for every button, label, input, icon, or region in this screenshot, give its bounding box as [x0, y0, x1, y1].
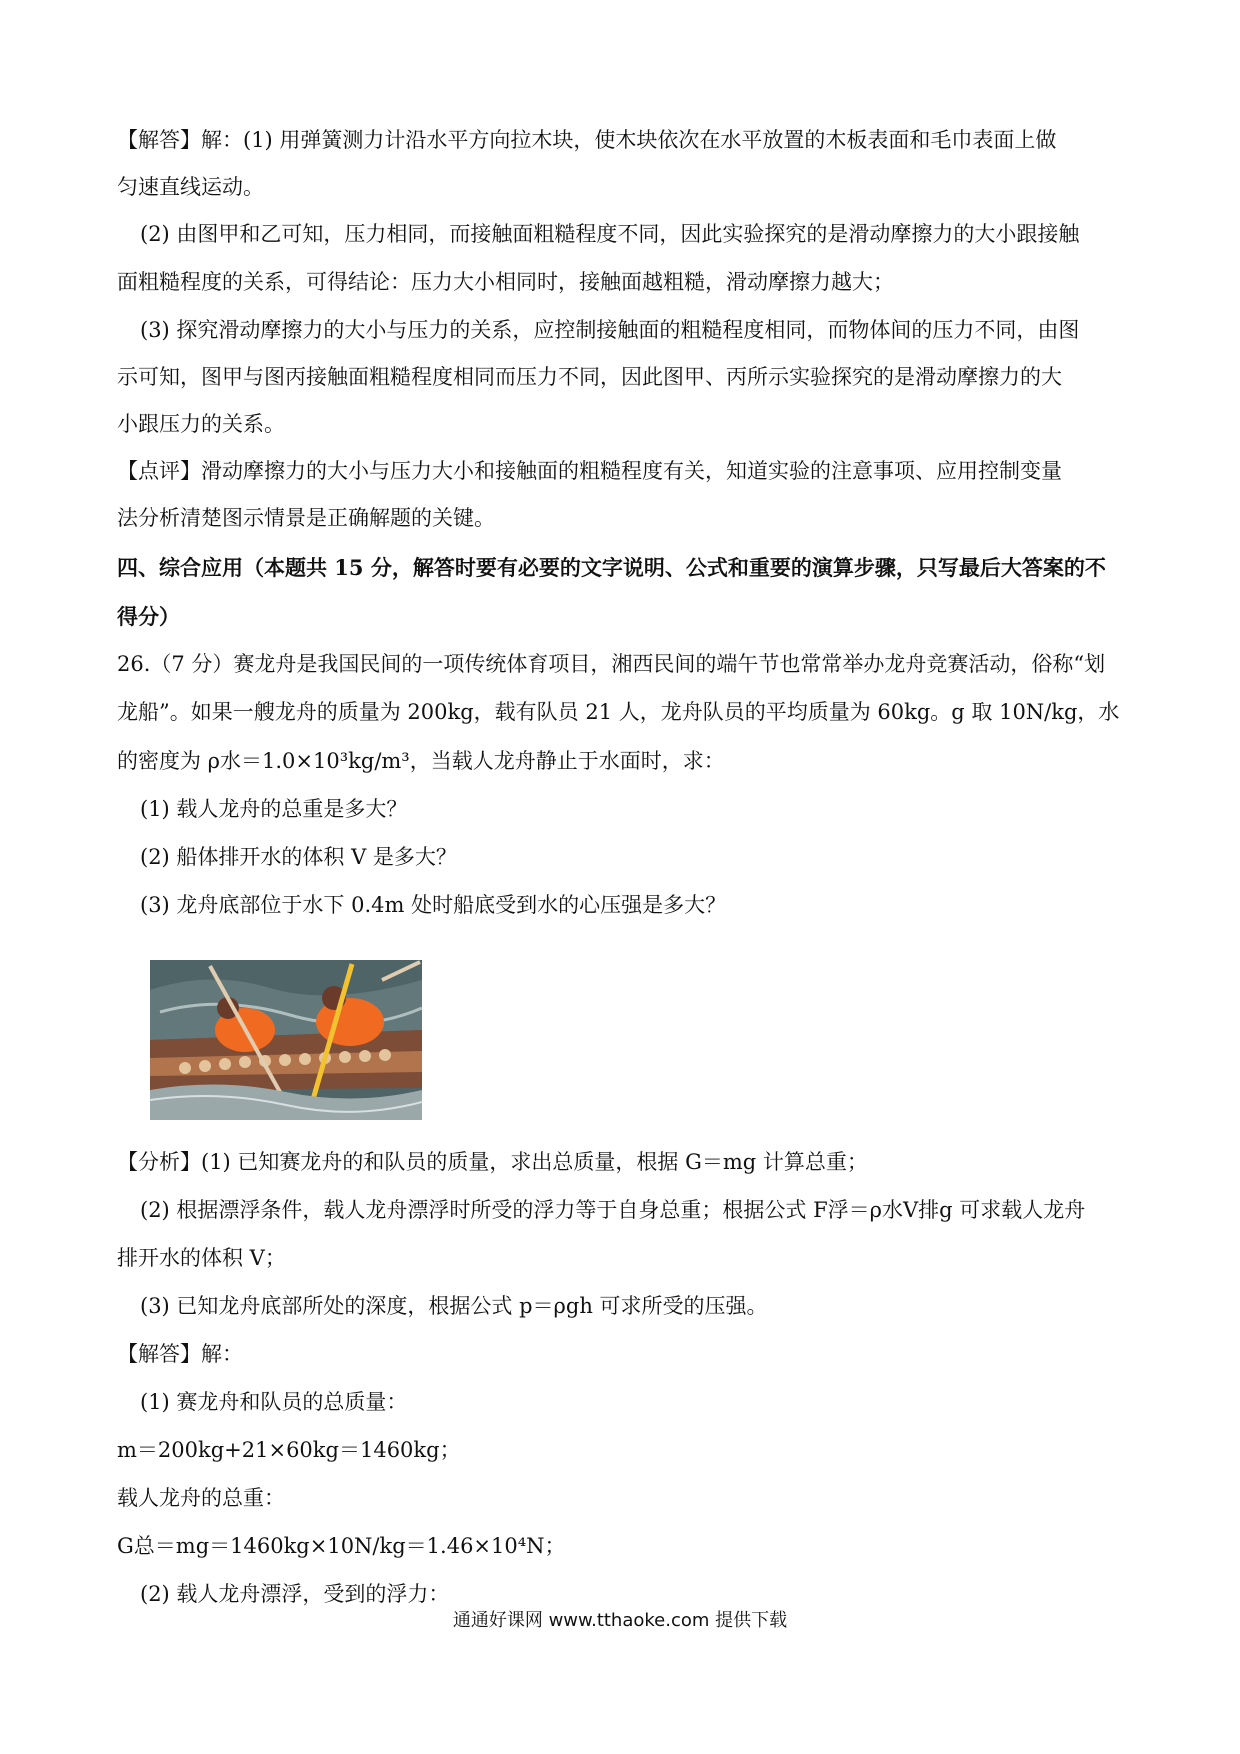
solution-line-1: 【解答】解：(1) 用弹簧测力计沿水平方向拉木块，使木块依次在水平放置的木板表面和毛巾表面上做	[117, 128, 1057, 152]
dragon-boat-photo	[150, 960, 422, 1120]
answer-part-2-title: (2) 载人龙舟漂浮，受到的浮力：	[140, 1582, 450, 1606]
question-26-part-3: (3) 龙舟底部位于水下 0.4m 处时船底受到水的心压强是多大？	[140, 893, 727, 917]
comment-line-1: 【点评】滑动摩擦力的大小与压力大小和接触面的粗糙程度有关，知道实验的注意事项、应用控制变量	[117, 459, 1062, 483]
question-26-line-3: 的密度为 ρ水＝1.0×10³kg/m³，当载人龙舟静止于水面时，求：	[117, 749, 725, 773]
analysis-line-1: 【分析】(1) 已知赛龙舟的和队员的质量，求出总质量，根据 G＝mg 计算总重；	[117, 1150, 868, 1174]
analysis-line-2: (2) 根据漂浮条件，载人龙舟漂浮时所受的浮力等于自身总重；根据公式 F浮＝ρ水V排g 可求载人龙舟	[140, 1198, 1086, 1222]
page-footer: 通通好课网 www.tthaoke.com 提供下载	[452, 1610, 788, 1631]
answer-total-weight-label: 载人龙舟的总重：	[117, 1486, 285, 1510]
answer-total-weight-formula: G总＝mg＝1460kg×10N/kg＝1.46×10⁴N；	[117, 1534, 566, 1558]
question-26-line-2: 龙船”。如果一艘龙舟的质量为 200kg，载有队员 21 人，龙舟队员的平均质量为 60kg。g 取 10N/kg，水	[117, 700, 1120, 724]
comment-line-2: 法分析清楚图示情景是正确解题的关键。	[117, 506, 495, 530]
answer-mass-formula: m＝200kg+21×60kg＝1460kg；	[117, 1438, 461, 1462]
analysis-line-4: (3) 已知龙舟底部所处的深度，根据公式 p＝ρgh 可求所受的压强。	[140, 1294, 768, 1318]
answer-part-1-title: (1) 赛龙舟和队员的总质量：	[140, 1390, 408, 1414]
dragon-boat-photo-illustration	[150, 960, 422, 1120]
question-26-part-2: (2) 船体排开水的体积 V 是多大？	[140, 845, 457, 869]
section-heading-line-2: 得分）	[117, 604, 180, 629]
answer-heading: 【解答】解：	[117, 1342, 243, 1366]
solution-line-7: 小跟压力的关系。	[117, 412, 285, 436]
solution-line-4: 面粗糙程度的关系，可得结论：压力大小相同时，接触面越粗糙，滑动摩擦力越大；	[117, 270, 894, 294]
section-heading-line-1: 四、综合应用（本题共 15 分，解答时要有必要的文字说明、公式和重要的演算步骤，只写最后大答案的不	[117, 555, 1106, 580]
question-26-line-1: 26.（7 分）赛龙舟是我国民间的一项传统体育项目，湘西民间的端午节也常常举办龙舟竞赛活动，俗称“划	[117, 652, 1106, 676]
analysis-line-3: 排开水的体积 V；	[117, 1246, 286, 1270]
solution-line-5: (3) 探究滑动摩擦力的大小与压力的关系，应控制接触面的粗糙程度相同，而物体间的压力不同，由图	[140, 318, 1080, 342]
question-26-part-1: (1) 载人龙舟的总重是多大？	[140, 797, 408, 821]
solution-line-2: 匀速直线运动。	[117, 175, 264, 199]
solution-line-3: (2) 由图甲和乙可知，压力相同，而接触面粗糙程度不同，因此实验探究的是滑动摩擦力的大小跟接触	[140, 222, 1080, 246]
solution-line-6: 示可知，图甲与图丙接触面粗糙程度相同而压力不同，因此图甲、丙所示实验探究的是滑动摩擦力的大	[117, 365, 1062, 389]
